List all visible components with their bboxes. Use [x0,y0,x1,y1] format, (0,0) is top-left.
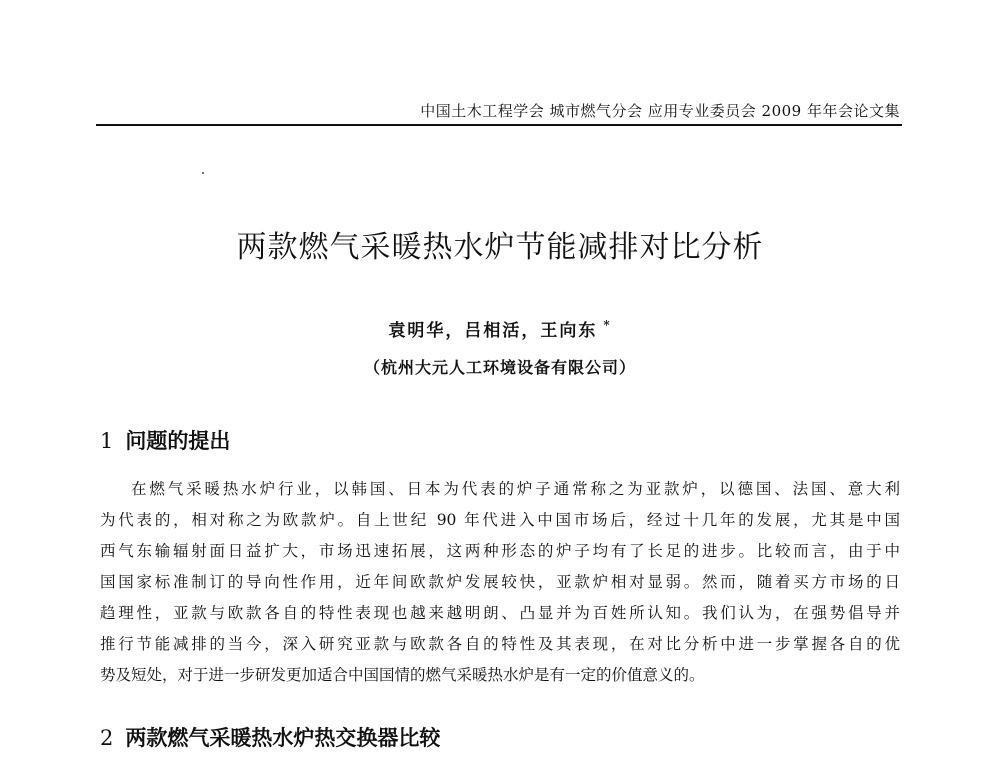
author-list [0,316,1000,341]
paragraph-line: 势及短处，对于进一步研发更加适合中国国情的燃气采暖热水炉是有一定的价值意义的。 [100,666,705,684]
paragraph-line: 西气东输辐射面日益扩大，市场迅速拓展，这两种形态的炉子均有了长足的进步。比较而言，由于中 [100,542,900,560]
header-rule [96,124,902,126]
scan-speck [202,172,204,174]
section-heading-2 [100,722,440,752]
paragraph-line: 国国家标准制订的导向性作用，近年间欧款炉发展较快，亚款炉相对显弱。然而，随着买方市场的日 [100,573,900,591]
author-footnote-mark: * [603,318,612,333]
paragraph-line: 推行节能减排的当今，深入研究亚款与欧款各自的特性及其表现，在对比分析中进一步掌握各自的优 [100,635,900,653]
paragraph-line: 在燃气采暖热水炉行业，以韩国、日本为代表的炉子通常称之为亚款炉，以德国、法国、意大利 [131,480,900,498]
author-names: 袁明华，吕相活，王向东 [388,321,598,341]
section-number: 1 [100,429,114,453]
running-header: 中国土木工程学会 城市燃气分会 应用专业委员会 2009 年年会论文集 [420,102,900,120]
author-affiliation: （杭州大元人工环境设备有限公司） [363,358,636,377]
section-1-paragraph [100,474,900,691]
section-number: 2 [100,726,114,750]
section-heading-1 [100,425,230,455]
section-title: 问题的提出 [125,428,231,453]
paper-title: 两款燃气采暖热水炉节能减排对比分析 [236,230,764,265]
paragraph-line: 趋理性，亚款与欧款各自的特性表现也越来越明朗、凸显并为百姓所认知。我们认为，在强势倡导并 [100,604,900,622]
paragraph-line: 为代表的，相对称之为欧款炉。自上世纪 90 年代进入中国市场后，经过十几年的发展，尤其是中国 [100,511,900,529]
section-title: 两款燃气采暖热水炉热交换器比较 [125,725,441,750]
